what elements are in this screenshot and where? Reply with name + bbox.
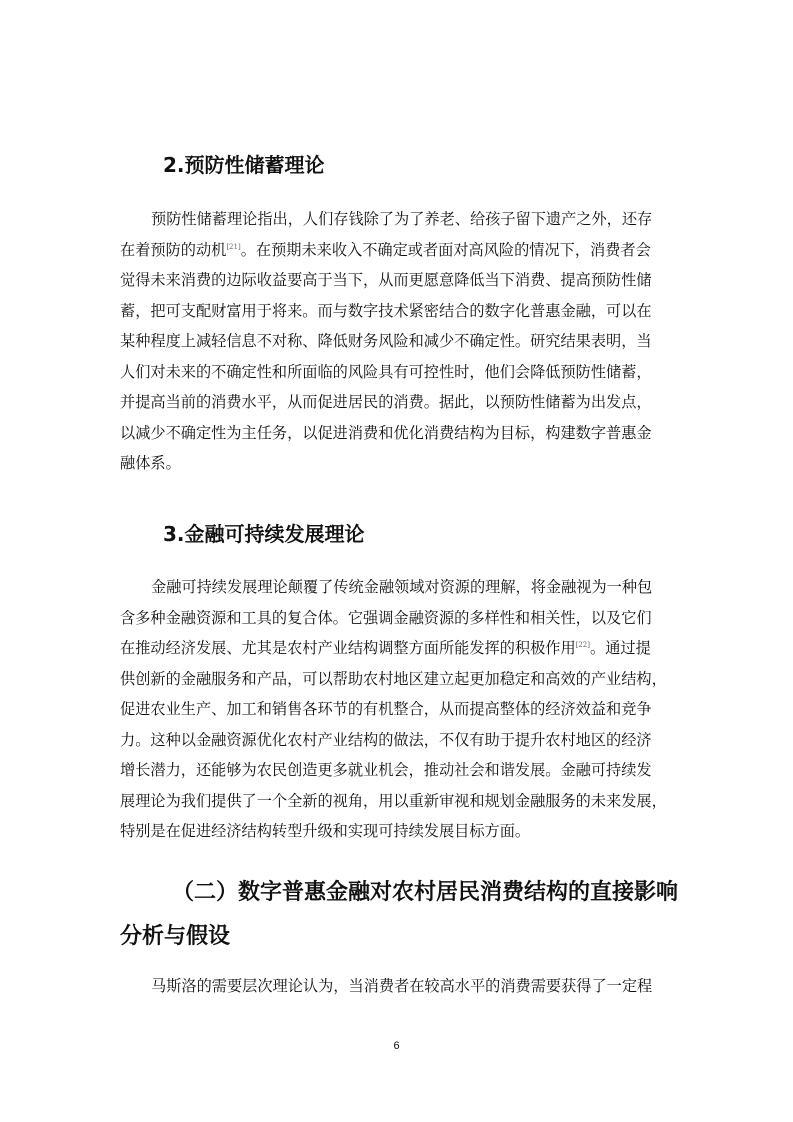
- text-line: 融体系。: [120, 454, 181, 472]
- text-line: 含多种金融资源和工具的复合体。它强调金融资源的多样性和相关性，以及它们: [120, 608, 652, 627]
- text-line: 觉得未来消费的边际收益要高于当下，从而更愿意降低当下消费、提高预防性储: [120, 271, 652, 289]
- text-line: 人们对未来的不确定性和所面临的风险具有可控性时，他们会降低预防性储蓄，: [120, 362, 652, 381]
- paragraph-maslow: [120, 971, 680, 1002]
- text-line: 某种程度上减轻信息不对称、降低财务风险和减少不确定性。研究结果表明，当: [120, 332, 652, 350]
- text-line: 供创新的金融服务和产品，可以帮助农村地区建立起更加稳定和高效的产业结构，: [120, 669, 667, 688]
- text-line: 预防性储蓄理论指出，人们存钱除了为了养老、给孩子留下遗产之外，还存: [151, 210, 653, 228]
- text-line: 促进农业生产、加工和销售各环节的有机整合，从而提高整体的经济效益和竞争: [120, 700, 652, 718]
- section-heading-precautionary-saving: 2.预防性储蓄理论: [163, 153, 325, 177]
- section-heading-direct-impact: （二）数字普惠金融对农村居民消费结构的直接影响分析与假设: [120, 880, 679, 949]
- text-line: 以减少不确定性为主任务，以促进消费和优化消费结构为目标，构建数字普惠金: [120, 423, 652, 442]
- text-line: 特别是在促进经济结构转型升级和实现可持续发展目标方面。: [120, 822, 531, 840]
- text-line: 力。这种以金融资源优化农村产业结构的做法，不仅有助于提升农村地区的经济: [120, 730, 652, 749]
- text-line: 并提高当前的消费水平，从而促进居民的消费。据此，以预防性储蓄为出发点，: [120, 393, 652, 411]
- text-line: 在推动经济发展、尤其是农村产业结构调整方面所能发挥的积极作用[22]。通过提: [120, 639, 651, 657]
- text-line: 增长潜力，还能够为农民创造更多就业机会，推动社会和谐发展。金融可持续发: [120, 761, 652, 779]
- text-line: 金融可持续发展理论颠覆了传统金融领域对资源的理解，将金融视为一种包: [151, 578, 653, 596]
- section-heading-financial-sustainability: 3.金融可持续发展理论: [163, 522, 365, 546]
- text-line: 在着预防的动机[21]。在预期未来收入不确定或者面对高风险的情况下，消费者会: [120, 240, 651, 259]
- citation-marker[interactable]: [22]: [575, 641, 590, 649]
- text-line: 蓄，把可支配财富用于将来。而与数字技术紧密结合的数字化普惠金融，可以在: [120, 301, 652, 320]
- citation-marker[interactable]: [21]: [226, 242, 241, 251]
- text-line: 马斯洛的需要层次理论认为，当消费者在较高水平的消费需要获得了一定程: [151, 977, 653, 995]
- paragraph-precautionary-saving: [120, 204, 680, 479]
- page-number: 6: [393, 1040, 400, 1052]
- text-line: 展理论为我们提供了一个全新的视角，用以重新审视和规划金融服务的未来发展，: [120, 791, 667, 810]
- paragraph-financial-sustainability: [120, 572, 680, 847]
